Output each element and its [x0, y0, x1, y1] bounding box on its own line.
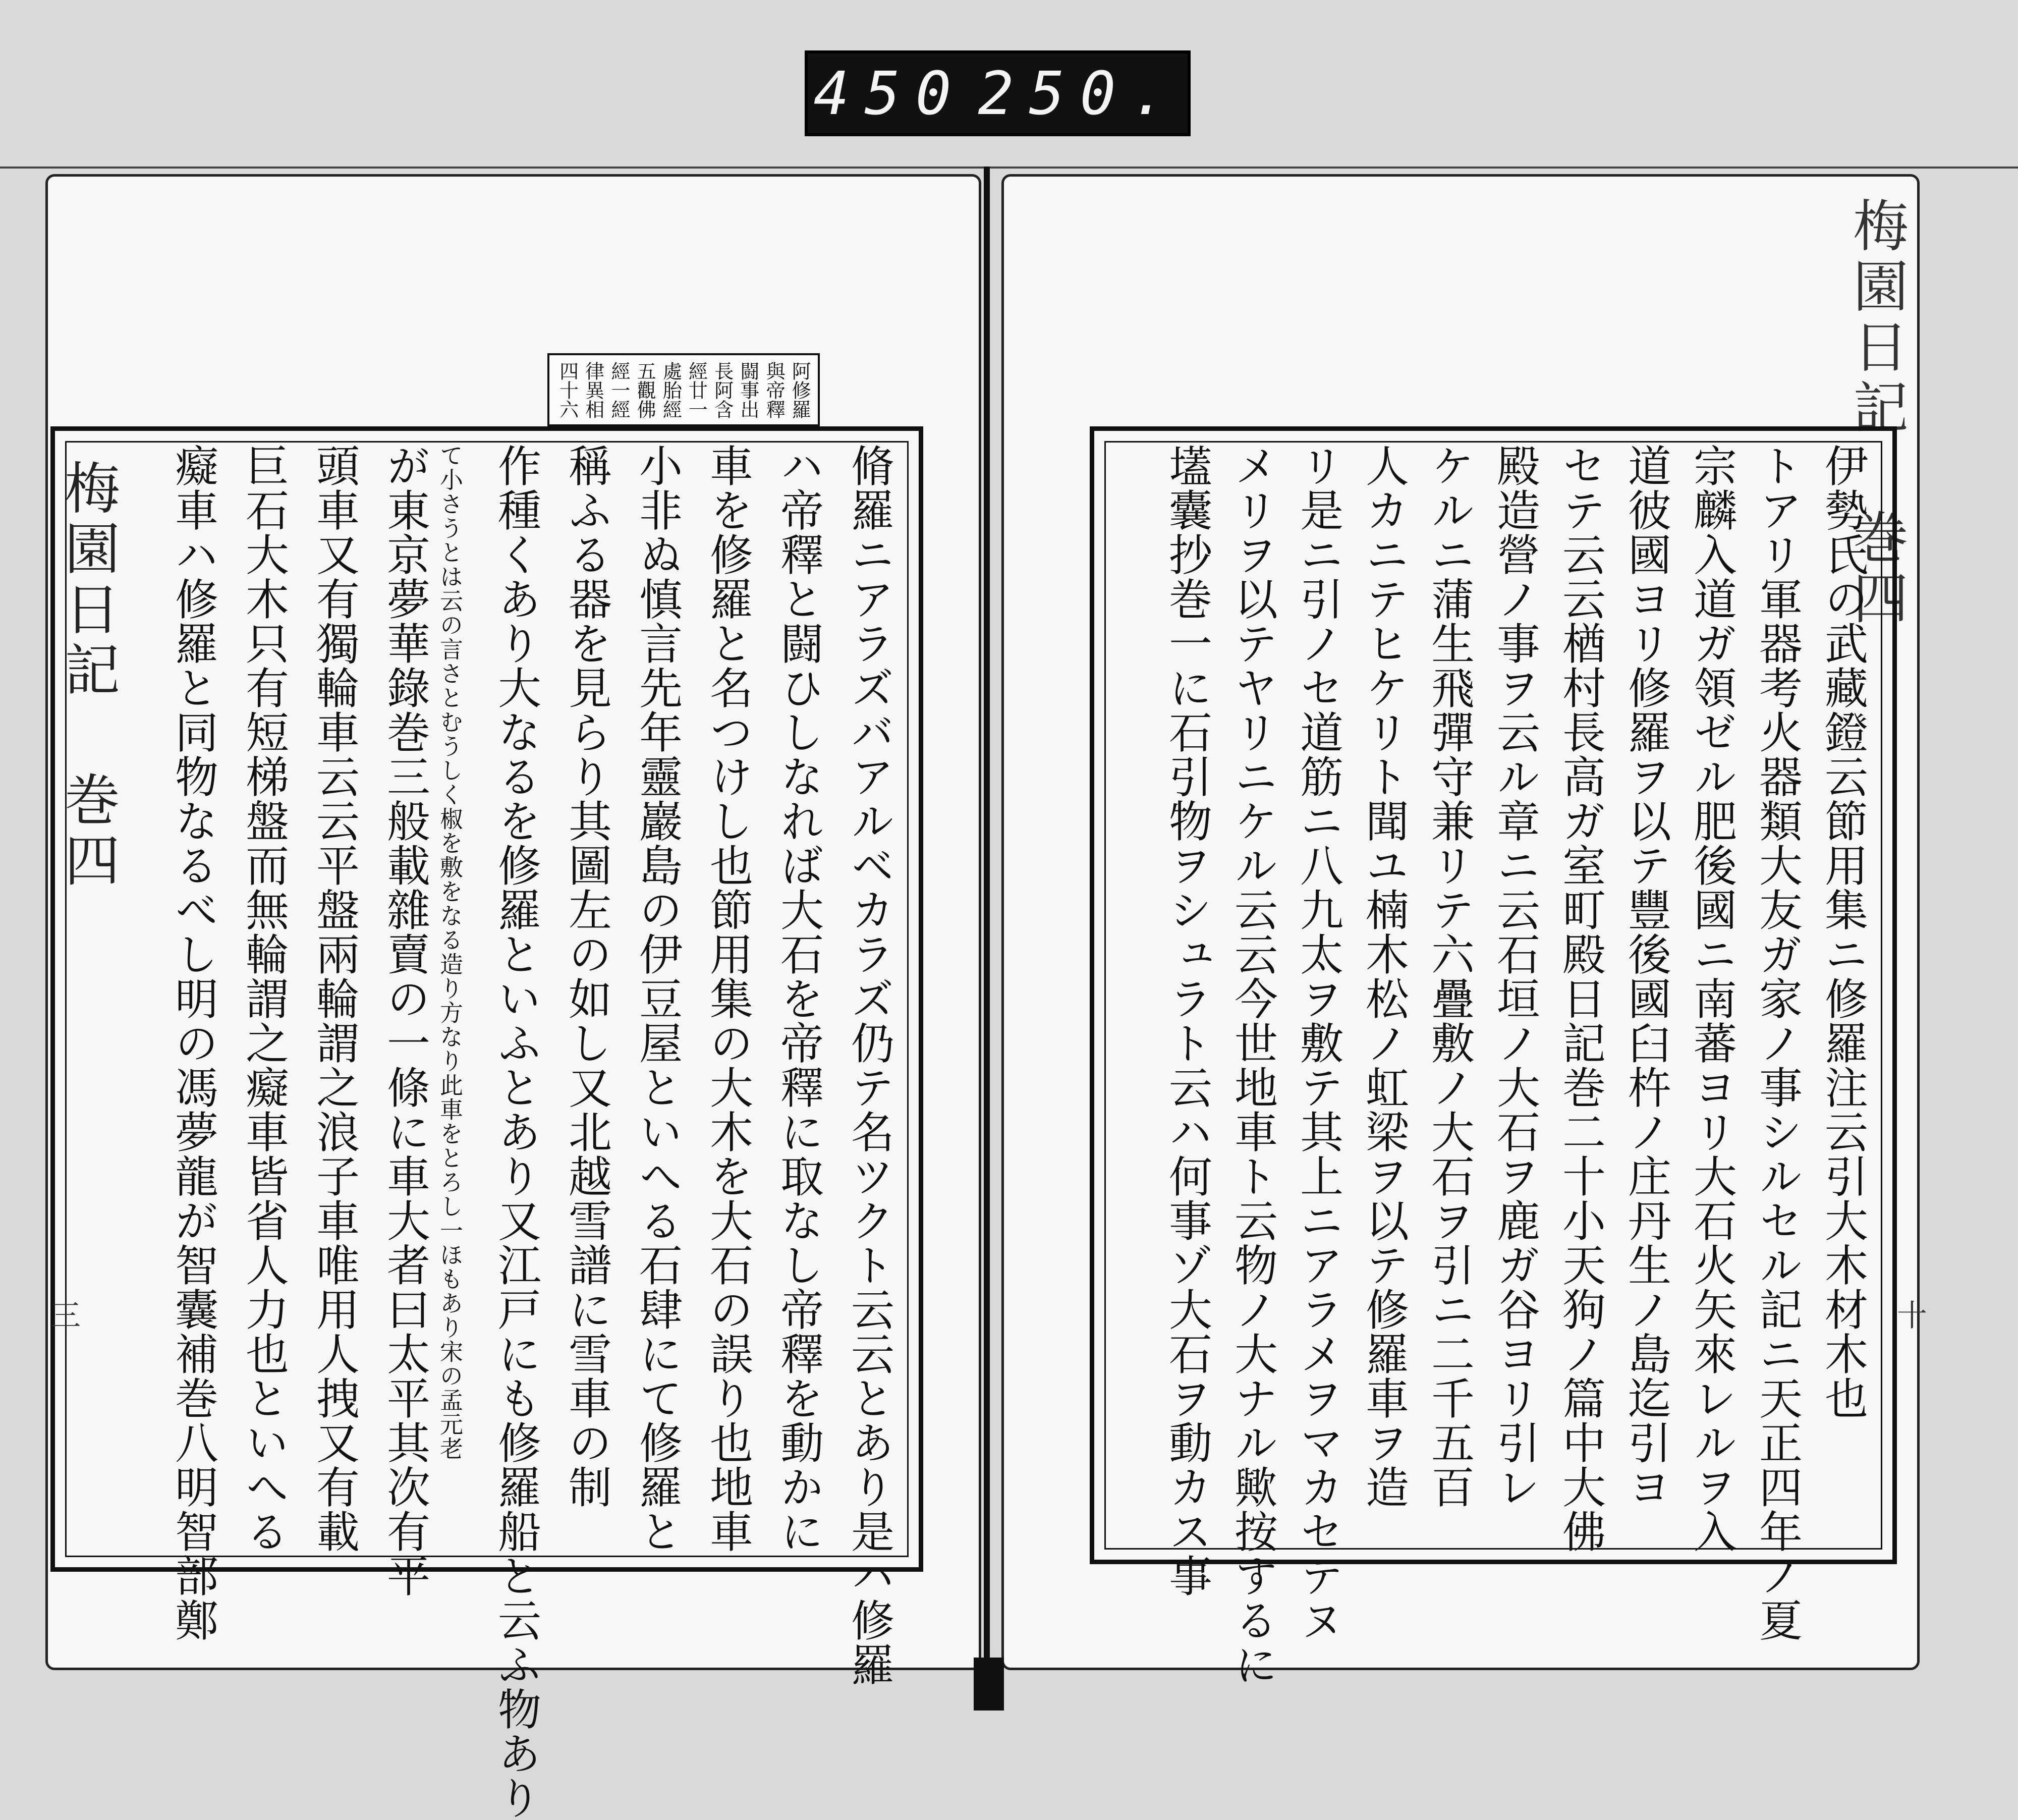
left-text-column: 稱ふる器を見らり其圖左の如し又北越雪譜に雪車の制 [561, 444, 611, 1509]
top-rule [0, 167, 2018, 169]
marginal-note-col: 與帝釋 [763, 361, 786, 419]
counter-right: 250. [978, 59, 1182, 128]
folio-left: 三 [50, 1298, 81, 1334]
right-text-column: セテ云云楢村長高ガ室町殿日記巻二十小天狗ノ篇中大佛 [1555, 444, 1605, 1554]
running-head-left: 梅園日記 巻四 [55, 459, 120, 892]
left-text-frame [50, 426, 923, 1820]
running-head-right: 梅園日記 巻四 [1844, 197, 1909, 630]
left-text-column: 巨石大木只有短梯盤而無輪謂之癡車皆省人力也といへる [238, 444, 289, 1554]
left-text-column: ハ帝釋と闘ひしなれば大石を帝釋に取なし帝釋を動かに [773, 444, 823, 1554]
right-text-column: 道彼國ヨリ修羅ヲ以テ豐後國臼杵ノ庄丹生ノ島迄引ヨ [1620, 444, 1671, 1509]
left-text-column: 小非ぬ慎言先年靈巖島の伊豆屋といへる石肆にて修羅と [632, 444, 682, 1554]
left-text-column: 頭車又有獨輪車云云平盤兩輪謂之浪子車唯用人拽又有載 [309, 444, 359, 1554]
book-spine [984, 167, 990, 1680]
left-text-column: 癡車ハ修羅と同物なるべし明の馮夢龍が智囊補巻八明智部鄭 [167, 444, 218, 1642]
marginal-note-col: 四十六 [556, 361, 579, 419]
left-text-column-note: て小さうとは云の言さとむうしく椒を敷をなる造り方なり此車をとろし一ほもあり宋の孟元老 [436, 444, 464, 1461]
marginal-note-col: 經一經 [607, 361, 630, 419]
right-text-column: 伊勢氏の武藏鐙云節用集ニ修羅注云引大木材木也 [1817, 444, 1868, 1420]
frame-counter-plate [805, 50, 1191, 136]
marginal-note-col: 阿修羅 [789, 361, 811, 419]
right-text-column: ケルニ蒲生飛彈守兼リテ六疊敷ノ大石ヲ引ニ二千五百 [1424, 444, 1474, 1509]
left-text-column: が東京夢華錄巻三般載雜賣の一條に車大者曰太平其次有平 [379, 444, 430, 1598]
marginal-note-col: 闘事出 [737, 361, 759, 419]
left-text-column: 作種くあり大なるを修羅といふとあり又江戸にも修羅船と云ふ物あり [490, 444, 541, 1820]
right-text-column: 人カニテヒケリト聞ユ楠木松ノ虹梁ヲ以テ修羅車ヲ造 [1358, 444, 1409, 1509]
spine-base [974, 1658, 1004, 1711]
left-text-column: 脩羅ニアラズバアルベカラズ仍テ名ツクト云云とあり是ハ修羅 [844, 444, 894, 1687]
marginal-note-col: 經廿一 [685, 361, 708, 419]
right-text-column: 壒囊抄巻一に石引物ヲシュラト云ハ何事ゾ大石ヲ動カス事 [1161, 444, 1212, 1598]
folio-right: 十 [1897, 1298, 1927, 1334]
counter-left: 450 [813, 59, 967, 128]
marginal-note-box [547, 353, 820, 426]
right-text-frame [1090, 426, 1897, 1687]
right-text-column: トアリ軍器考火器類大友ガ家ノ事シルセル記ニ天正四年ノ夏 [1752, 444, 1802, 1642]
left-text-column: 車を修羅と名つけし也節用集の大木を大石の誤り也地車 [702, 444, 753, 1554]
marginal-note-col: 五觀佛 [634, 361, 656, 419]
right-text-column: メリヲ以テヤリニケル云云今世地車ト云物ノ大ナル歟按するに [1227, 444, 1277, 1687]
marginal-note-col: 處胎經 [659, 361, 682, 419]
right-text-column: 宗麟入道ガ領ゼル肥後國ニ南蕃ヨリ大石火矢來レルヲ入 [1686, 444, 1736, 1554]
right-text-column: リ是ニ引ノセ道筋ニ八九太ヲ敷テ其上ニアラメヲマカセテヌ [1293, 444, 1343, 1642]
right-text-column: 殿造營ノ事ヲ云ル章ニ云石垣ノ大石ヲ鹿ガ谷ヨリ引レ [1489, 444, 1540, 1509]
marginal-note-col: 長阿含 [711, 361, 734, 419]
marginal-note-col: 律異相 [582, 361, 604, 419]
